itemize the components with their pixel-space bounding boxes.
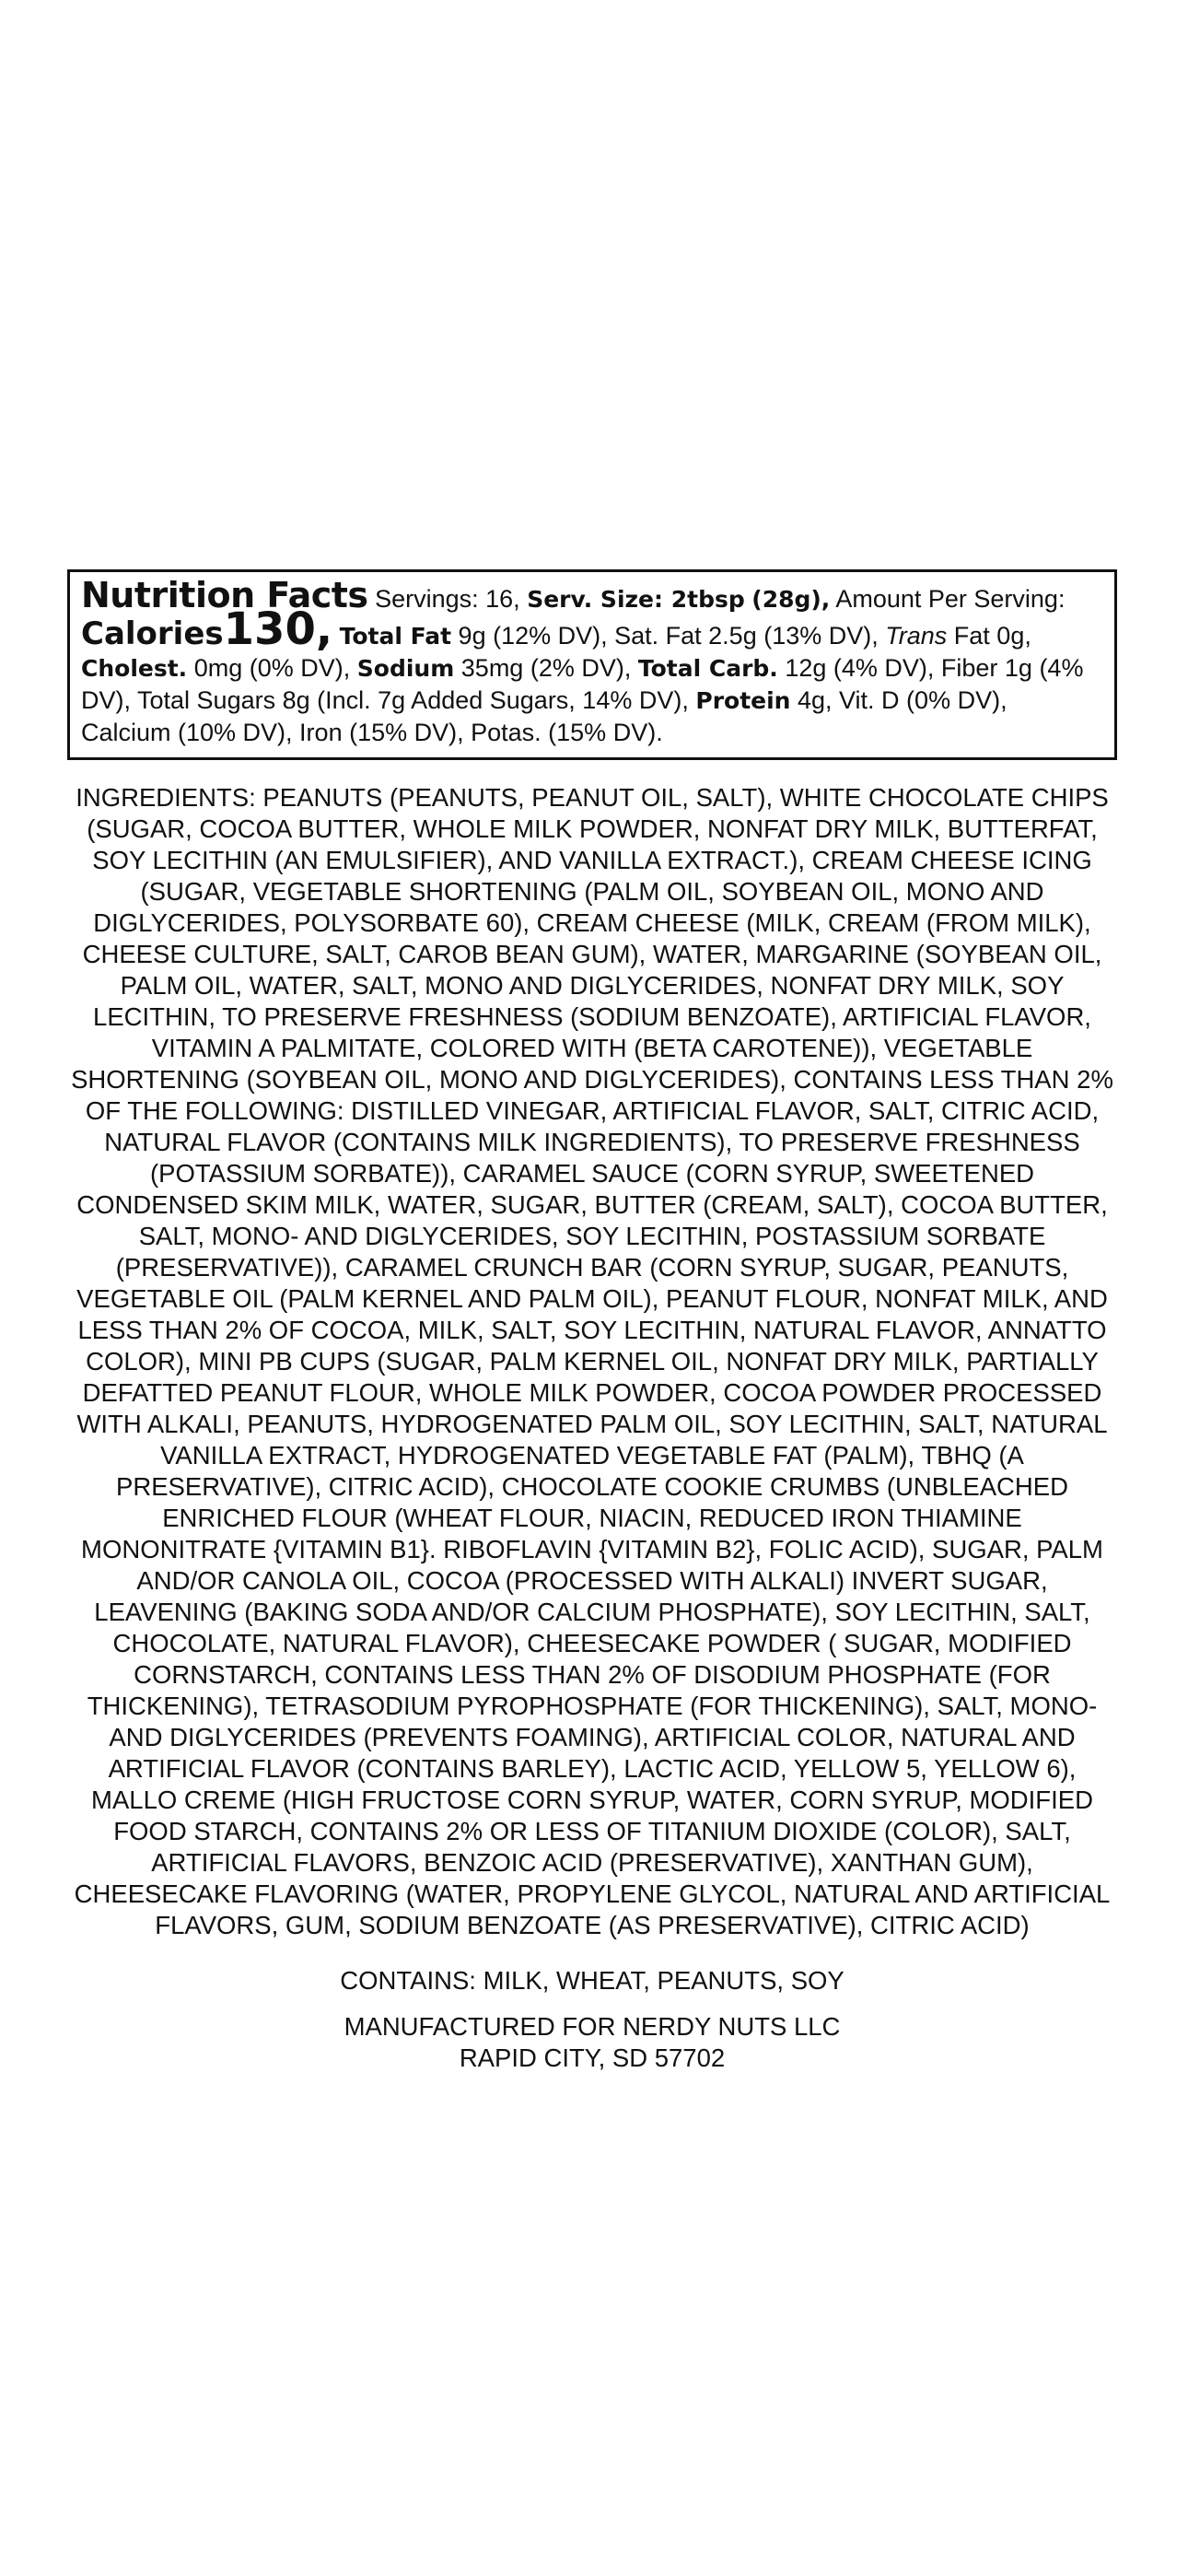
trans-fat-value: Fat 0g, (953, 622, 1031, 650)
protein-value: 4g, Vit. D (0% DV), Calcium (10% DV), Iron (15% DV), Potas. (15% DV). (81, 686, 1007, 746)
cholesterol-label: Cholest. (81, 655, 188, 682)
ingredients-text: INGREDIENTS: PEANUTS (PEANUTS, PEANUT OIL, SALT), WHITE CHOCOLATE CHIPS (SUGAR, COCOA BUTTER, WHOLE MILK POWDER, NONFAT DRY MILK, BUTTERFAT, SOY LECITHIN (AN EMULSIFIER), AND VANILLA EXTRACT.), CREAM CHEESE ICING (SUGAR, VEGETABLE SHORTENING (PALM OIL, SOYBEAN OIL, MONO AND DIGLYCERIDES, POLYSORBATE 60), CREAM CHEESE (MILK, CREAM (FROM MILK), CHEESE CULTURE, SALT, CAROB BEAN GUM), WATER, MARGARINE (SOYBEAN OIL, PALM OIL, WATER, SALT, MONO AND DIGLYCERIDES, NONFAT DRY MILK, SOY LECITHIN, TO PRESERVE FRESHNESS (SODIUM BENZOATE), ARTIFICIAL FLAVOR, VITAMIN A PALMITATE, COLORED WITH (BETA CAROTENE)), VEGETABLE SHORTENING (SOYBEAN OIL, MONO AND DIGLYCERIDES), CONTAINS LESS THAN 2% OF THE FOLLOWING: DISTILLED VINEGAR, ARTIFICIAL FLAVOR, SALT, CITRIC ACID, NATURAL FLAVOR (CONTAINS MILK INGREDIENTS), TO PRESERVE FRESHNESS (POTASSIUM SORBATE)), CARAMEL SAUCE (CORN SYRUP, SWEETENED CONDENSED SKIM MILK, WATER, SUGAR, BUTTER (CREAM, SALT), COCOA BUTTER, SALT, MONO- AND DIGLYCERIDES, SOY LECITHIN, POSTASSIUM SORBATE (PRESERVATIVE)), CARAMEL CRUNCH BAR (CORN SYRUP, SUGAR, PEANUTS, VEGETABLE OIL (PALM KERNEL AND PALM OIL), PEANUT FLOUR, NONFAT MILK, AND LESS THAN 2% OF COCOA, MILK, SALT, SOY LECITHIN, NATURAL FLAVOR, ANNATTO COLOR), MINI PB CUPS (SUGAR, PALM KERNEL OIL, NONFAT DRY MILK, PARTIALLY DEFATTED PEANUT FLOUR, WHOLE MILK POWDER, COCOA POWDER PROCESSED WITH ALKALI, PEANUTS, HYDROGENATED PALM OIL, SOY LECITHIN, SALT, NATURAL VANILLA EXTRACT, HYDROGENATED VEGETABLE FAT (PALM), TBHQ (A PRESERVATIVE), CITRIC ACID), CHOCOLATE COOKIE CRUMBS (UNBLEACHED ENRICHED FLOUR (WHEAT FLOUR, NIACIN, REDUCED IRON THIAMINE MONONITRATE {VITAMIN B1}. RIBOFLAVIN {VITAMIN B2}, FOLIC ACID), SUGAR, PALM AND/OR CANOLA OIL, COCOA (PROCESSED WITH ALKALI) INVERT SUGAR, LEAVENING (BAKING SODA AND/OR CALCIUM PHOSPHATE), SOY LECITHIN, SALT, CHOCOLATE, NATURAL FLAVOR), CHEESECAKE POWDER ( SUGAR, MODIFIED CORNSTARCH, CONTAINS LESS THAN 2% OF DISODIUM PHOSPHATE (FOR THICKENING), TETRASODIUM PYROPHOSPHATE (FOR THICKENING), SALT, MONO- AND DIGLYCERIDES (PREVENTS FOAMING), ARTIFICIAL COLOR, NATURAL AND ARTIFICIAL FLAVOR (CONTAINS BARLEY), LACTIC ACID, YELLOW 5, YELLOW 6), MALLO CREME (HIGH FRUCTOSE CORN SYRUP, WATER, CORN SYRUP, MODIFIED FOOD STARCH, CONTAINS 2% OR LESS OF TITANIUM DIOXIDE (COLOR), SALT, ARTIFICIAL FLAVORS, BENZOIC ACID (PRESERVATIVE), XANTHAN GUM), CHEESECAKE FLAVORING (WATER, PROPYLENE GLYCOL, NATURAL AND ARTIFICIAL FLAVORS, GUM, SODIUM BENZOATE (AS PRESERVATIVE), CITRIC ACID) (71, 783, 1113, 1939)
serving-size-value: (28g), (751, 586, 831, 613)
product-label (67, 569, 1117, 2074)
amount-per-serving: Amount Per Serving: (835, 585, 1066, 613)
protein-label: Protein (695, 687, 791, 714)
servings-text: Servings: 16, (375, 585, 520, 613)
total-carb-value: 12g (4% DV), Fiber 1g (4% DV), Total Sugars 8g (Incl. 7g Added Sugars, 14% DV), (81, 654, 1084, 714)
manufacturer-info (67, 2011, 1117, 2074)
nutrition-facts-box (67, 569, 1117, 760)
manufacturer-address: RAPID CITY, SD 57702 (459, 2043, 726, 2072)
calories-value: 130, (223, 603, 333, 655)
total-carb-label: Total Carb. (637, 655, 778, 682)
manufacturer-name: MANUFACTURED FOR NERDY NUTS LLC (344, 2012, 841, 2041)
total-fat-label: Total Fat (339, 623, 452, 650)
allergen-statement: CONTAINS: MILK, WHEAT, PEANUTS, SOY (340, 1966, 844, 1995)
sodium-label: Sodium (356, 655, 455, 682)
serving-size-label: Serv. Size: 2tbsp (527, 586, 745, 613)
trans-fat-label: Trans (885, 622, 948, 650)
calories-label: Calories (81, 615, 224, 652)
cholesterol-value: 0mg (0% DV), (193, 654, 351, 682)
sodium-value: 35mg (2% DV), (460, 654, 632, 682)
total-fat-value: 9g (12% DV), Sat. Fat 2.5g (13% DV), (458, 622, 879, 650)
nutrition-facts-title: Nutrition Facts (81, 575, 368, 615)
